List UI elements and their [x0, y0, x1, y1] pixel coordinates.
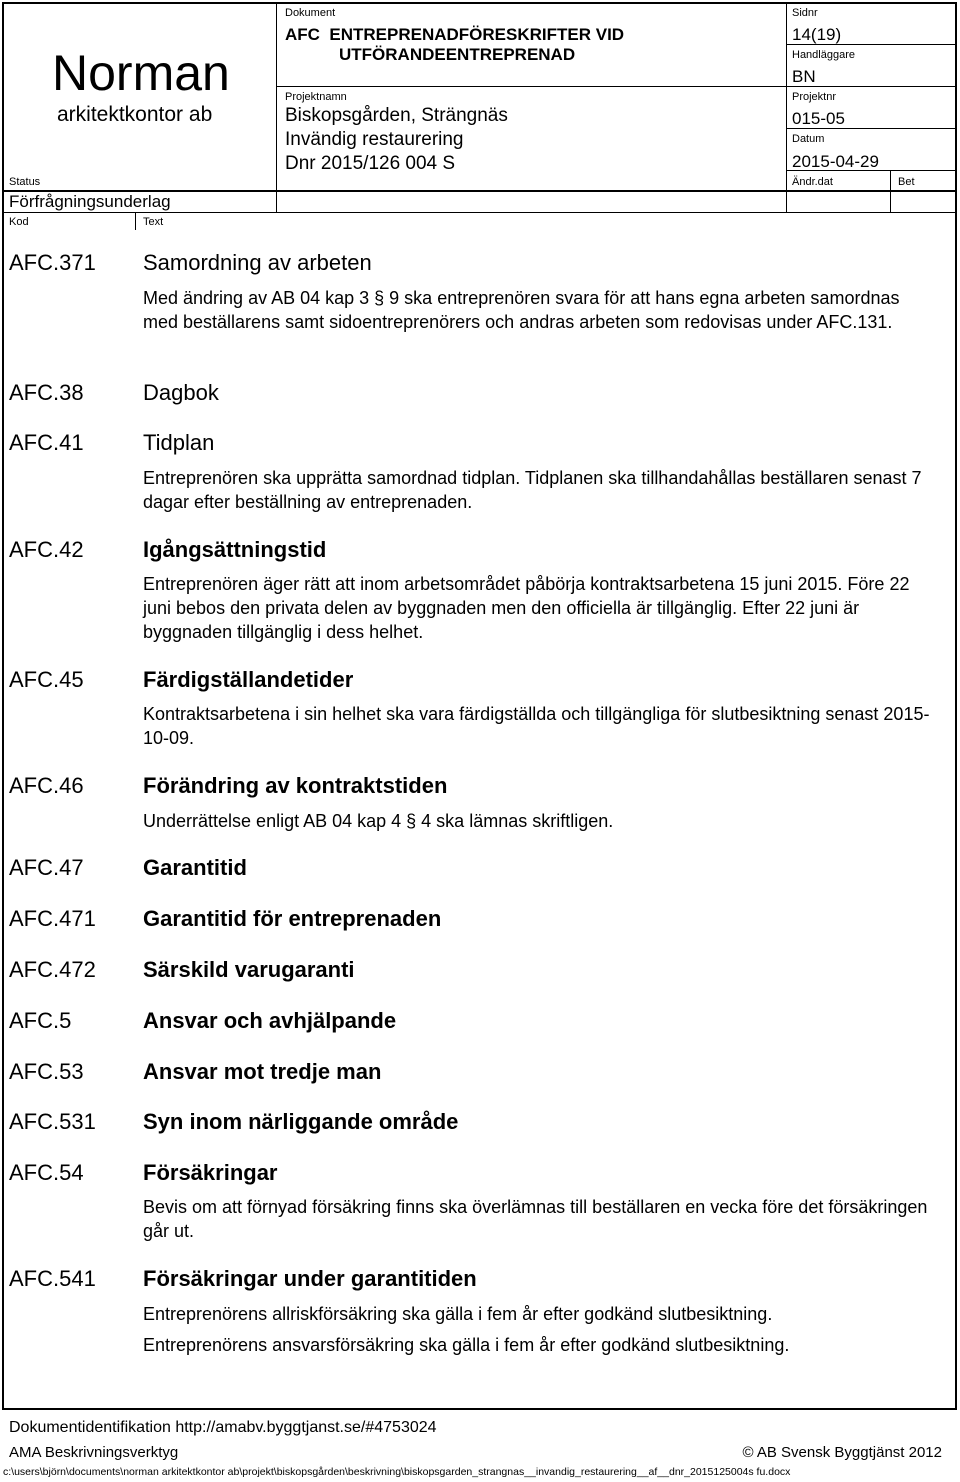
text-label: Text [143, 216, 164, 228]
handlaggare-label: Handläggare [792, 49, 855, 61]
section-title: Garantitid [143, 855, 247, 880]
section-title: Ansvar och avhjälpande [143, 1008, 397, 1033]
section-title: Särskild varugaranti [143, 957, 355, 982]
section-title: Igångsättningstid [143, 537, 327, 562]
section-code: AFC.541 [9, 1266, 96, 1291]
section-code: AFC.471 [9, 906, 96, 931]
company-logo-subtitle: arkitektkontor ab [57, 103, 213, 126]
section-title: Syn inom närliggande område [143, 1109, 459, 1134]
projektnamn-line2: Invändig restaurering [285, 129, 464, 150]
header-vline-bet [890, 170, 891, 213]
header-vline-logo [276, 4, 277, 213]
datum-value: 2015-04-29 [792, 152, 879, 171]
section-code: AFC.45 [9, 667, 84, 692]
section-paragraph: Bevis om att förnyad försäkring finns ska överlämnas till beställaren en vecka före det försäkringen går ut. [143, 1197, 928, 1241]
section-title: Dagbok [143, 380, 219, 405]
section-paragraph: Kontraktsarbetena i sin helhet ska vara färdigställda och tillgängliga för slutbesiktning senast 2015-10-09. [143, 704, 930, 748]
section-code: AFC.53 [9, 1059, 84, 1084]
header-bottom-line [4, 212, 955, 213]
projektnamn-label: Projektnamn [285, 91, 347, 103]
section-title: Samordning av arbeten [143, 250, 372, 275]
footer-document-id: Dokumentidentifikation http://amabv.byggtjanst.se/#4753024 [9, 1419, 437, 1436]
footer-copyright: © AB Svensk Byggtjänst 2012 [742, 1444, 942, 1461]
andrdat-label: Ändr.dat [792, 176, 833, 188]
section-code: AFC.472 [9, 957, 96, 982]
section-title: Försäkringar under garantitiden [143, 1266, 477, 1291]
section-code: AFC.371 [9, 250, 96, 275]
section-code: AFC.5 [9, 1008, 72, 1033]
header-vline-kod [135, 212, 136, 230]
section-paragraph: Entreprenörens allriskförsäkring ska gälla i fem år efter godkänd slutbesiktning. [143, 1304, 773, 1324]
projektnr-label: Projektnr [792, 91, 837, 103]
status-value: Förfrågningsunderlag [9, 192, 171, 211]
section-title: Tidplan [143, 430, 215, 455]
section-code: AFC.531 [9, 1109, 96, 1134]
section-code: AFC.42 [9, 537, 84, 562]
section-paragraph: Entreprenören ska upprätta samordnad tidplan. Tidplanen ska tillhandahållas beställaren senast 7 dagar efter beställning av entreprenaden. [143, 468, 922, 512]
section-title: Färdigställandetider [143, 667, 354, 692]
section-paragraph: Entreprenörens ansvarsförsäkring ska gälla i fem år efter godkänd slutbesiktning. [143, 1335, 790, 1355]
section-paragraph: Med ändring av AB 04 kap 3 § 9 ska entreprenören svara för att hans egna arbeten samordnas med beställarens samt sidoentreprenörers och andras arbeten som redovisas under AFC.131. [143, 288, 900, 332]
section-title: Förändring av kontraktstiden [143, 773, 448, 798]
kod-label: Kod [9, 216, 29, 228]
projektnamn-line3: Dnr 2015/126 004 S [285, 153, 456, 174]
section-paragraph: Entreprenören äger rätt att inom arbetsområdet påbörja kontraktsarbetena 15 juni 2015. Före 22 juni bebos den privata delen av byggnaden men den officiella är tillgänglig. Efter 22 juni är byggnaden tillgänglig i dess helhet. [143, 574, 910, 642]
sidnr-value: 14(19) [792, 25, 842, 44]
document-title-line2: UTFÖRANDEENTREPRENAD [339, 45, 576, 64]
section-code: AFC.47 [9, 855, 84, 880]
section-title: Ansvar mot tredje man [143, 1059, 382, 1084]
header-vline-right [786, 4, 787, 213]
section-code: AFC.54 [9, 1160, 84, 1185]
sidnr-label: Sidnr [792, 7, 818, 19]
section-code: AFC.41 [9, 430, 84, 455]
handlaggare-value: BN [792, 67, 816, 86]
section-code: AFC.46 [9, 773, 84, 798]
bet-label: Bet [898, 176, 915, 188]
status-label: Status [9, 176, 41, 188]
footer-file-path: c:\users\björn\documents\norman arkitektkontor ab\projekt\biskopsgården\beskrivning\biskopsgarden_strangnas__invandig_restaurering__af__dnr_2015125004s fu.docx [3, 1466, 791, 1478]
section-title: Försäkringar [143, 1160, 278, 1185]
footer-tool-name: AMA Beskrivningsverktyg [9, 1444, 179, 1461]
section-title: Garantitid för entreprenaden [143, 906, 442, 931]
projektnr-value: 015-05 [792, 109, 845, 128]
section-code: AFC.38 [9, 380, 84, 405]
header-hline-projekt [277, 86, 786, 87]
projektnamn-line1: Biskopsgården, Strängnäs [285, 105, 508, 126]
company-logo-name: Norman [52, 45, 230, 101]
document-title-line1: AFC ENTREPRENADFÖRESKRIFTER VID [285, 25, 625, 44]
section-paragraph: Underrättelse enligt AB 04 kap 4 § 4 ska lämnas skriftligen. [143, 811, 614, 831]
datum-label: Datum [792, 133, 825, 145]
dokument-label: Dokument [285, 7, 336, 19]
